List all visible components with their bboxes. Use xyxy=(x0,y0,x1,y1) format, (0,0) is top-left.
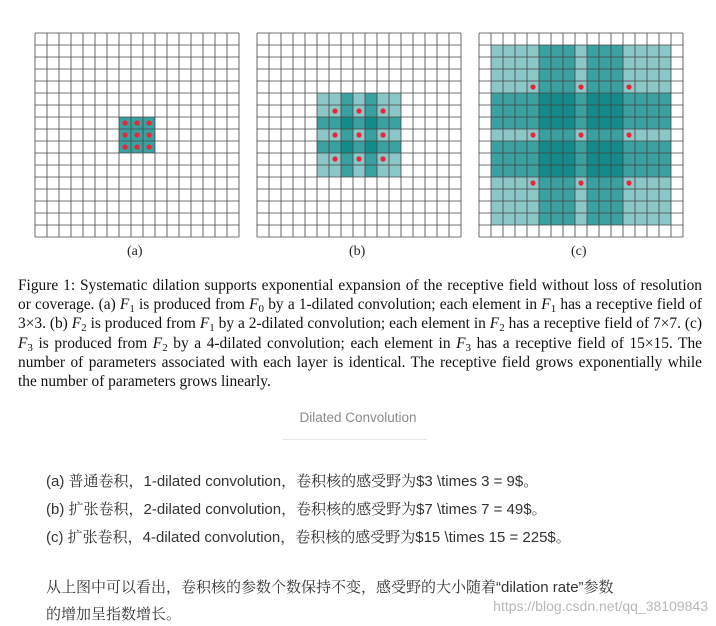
receptive-cell xyxy=(599,129,611,141)
receptive-cell xyxy=(341,153,353,165)
receptive-cell xyxy=(635,177,647,189)
receptive-cell xyxy=(353,93,365,105)
receptive-cell xyxy=(611,81,623,93)
receptive-cell xyxy=(503,177,515,189)
receptive-cell xyxy=(515,165,527,177)
receptive-cell xyxy=(587,141,599,153)
panel-label-c: (c) xyxy=(571,244,587,259)
receptive-cell xyxy=(599,153,611,165)
receptive-cell xyxy=(659,189,671,201)
receptive-cell xyxy=(623,213,635,225)
receptive-cell xyxy=(551,201,563,213)
receptive-cell xyxy=(515,81,527,93)
receptive-cell xyxy=(623,153,635,165)
receptive-cell xyxy=(365,117,377,129)
receptive-cell xyxy=(353,165,365,177)
receptive-cell xyxy=(611,141,623,153)
kernel-point xyxy=(146,120,151,125)
receptive-cell xyxy=(503,141,515,153)
receptive-cell xyxy=(623,57,635,69)
receptive-cell xyxy=(647,213,659,225)
receptive-cell xyxy=(389,165,401,177)
panel-label-a: (a) xyxy=(127,244,143,259)
receptive-cell xyxy=(551,165,563,177)
receptive-cell xyxy=(515,189,527,201)
kernel-point xyxy=(578,84,583,89)
receptive-cell xyxy=(599,105,611,117)
receptive-cell xyxy=(563,213,575,225)
receptive-cell xyxy=(341,93,353,105)
receptive-cell xyxy=(563,153,575,165)
receptive-cell xyxy=(539,189,551,201)
receptive-cell xyxy=(563,201,575,213)
receptive-cell xyxy=(623,201,635,213)
receptive-cell xyxy=(635,117,647,129)
kernel-point xyxy=(122,120,127,125)
receptive-cell xyxy=(659,69,671,81)
receptive-cell xyxy=(587,117,599,129)
receptive-cell xyxy=(623,141,635,153)
receptive-cell xyxy=(563,141,575,153)
receptive-cell xyxy=(563,45,575,57)
receptive-cell xyxy=(491,165,503,177)
receptive-cell xyxy=(503,201,515,213)
title-divider xyxy=(283,439,427,440)
receptive-cell xyxy=(599,69,611,81)
receptive-cell xyxy=(575,165,587,177)
kernel-point xyxy=(578,180,583,185)
receptive-cell xyxy=(563,117,575,129)
kernel-point xyxy=(380,132,385,137)
receptive-cell xyxy=(317,153,329,165)
receptive-cell xyxy=(587,213,599,225)
receptive-cell xyxy=(539,81,551,93)
figure-caption: Figure 1: Systematic dilation supports exponential expansion of the receptive field without loss of resolution or coverage. (a) $F_1$ is produced from $F_0$ by a 1-dilated convolution; each element in $F_1$ has a receptive field of 3×3. (b) $F_2$ is produced from $F_1$ by a 2-dilated convolution; each element in $F_2$ has a receptive field of 7×7. (c) $F_3$ is produced from $F_2$ by a 4-dilated convolution; each element in $F_3$ has a receptive field of 15×15. The number of parameters associated with each layer is identical. The receptive field grows exponentially while the number of parameters grows linearly. xyxy=(18,277,703,391)
receptive-cell xyxy=(377,117,389,129)
kernel-point xyxy=(122,144,127,149)
receptive-cell xyxy=(491,105,503,117)
kernel-point xyxy=(356,156,361,161)
receptive-cell xyxy=(635,165,647,177)
receptive-cell xyxy=(575,189,587,201)
image-title: Dilated Convolution xyxy=(299,410,417,425)
kernel-point xyxy=(356,108,361,113)
receptive-cell xyxy=(491,201,503,213)
receptive-cell xyxy=(539,213,551,225)
receptive-cell xyxy=(659,105,671,117)
receptive-cell xyxy=(575,45,587,57)
receptive-cell xyxy=(635,213,647,225)
receptive-cell xyxy=(575,93,587,105)
kernel-point xyxy=(332,108,337,113)
kernel-point xyxy=(134,132,139,137)
note-c: (c) 扩张卷积，4-dilated convolution，卷积核的感受野为$15 \times 15 = 225$。 xyxy=(46,529,571,546)
receptive-cell xyxy=(635,81,647,93)
receptive-cell xyxy=(623,165,635,177)
receptive-cell xyxy=(659,117,671,129)
receptive-cell xyxy=(575,141,587,153)
receptive-cell xyxy=(563,57,575,69)
receptive-cell xyxy=(623,189,635,201)
receptive-cell xyxy=(551,45,563,57)
receptive-cell xyxy=(635,69,647,81)
receptive-cell xyxy=(491,129,503,141)
receptive-cell xyxy=(611,165,623,177)
receptive-cell xyxy=(635,45,647,57)
receptive-cell xyxy=(515,177,527,189)
kernel-point xyxy=(332,132,337,137)
receptive-cell xyxy=(353,141,365,153)
receptive-cell xyxy=(623,117,635,129)
receptive-cell xyxy=(647,141,659,153)
receptive-cell xyxy=(515,201,527,213)
receptive-cell xyxy=(611,45,623,57)
receptive-cell xyxy=(491,153,503,165)
kernel-point xyxy=(380,108,385,113)
dilation-grids xyxy=(0,0,716,270)
receptive-cell xyxy=(635,141,647,153)
receptive-cell xyxy=(659,141,671,153)
receptive-cell xyxy=(659,93,671,105)
receptive-cell xyxy=(365,105,377,117)
receptive-cell xyxy=(341,129,353,141)
receptive-cell xyxy=(389,153,401,165)
receptive-cell xyxy=(365,141,377,153)
receptive-cell xyxy=(539,57,551,69)
receptive-cell xyxy=(599,141,611,153)
receptive-cell xyxy=(551,57,563,69)
kernel-point xyxy=(626,132,631,137)
receptive-cell xyxy=(563,69,575,81)
receptive-cell xyxy=(611,117,623,129)
receptive-cell xyxy=(611,177,623,189)
receptive-cell xyxy=(551,81,563,93)
receptive-cell xyxy=(647,45,659,57)
receptive-cell xyxy=(329,165,341,177)
receptive-cell xyxy=(551,189,563,201)
receptive-cell xyxy=(317,117,329,129)
kernel-point xyxy=(626,180,631,185)
receptive-cell xyxy=(635,93,647,105)
receptive-cell xyxy=(527,105,539,117)
kernel-point xyxy=(530,180,535,185)
receptive-cell xyxy=(491,213,503,225)
receptive-cell xyxy=(587,57,599,69)
receptive-cell xyxy=(539,153,551,165)
receptive-cell xyxy=(611,69,623,81)
receptive-cell xyxy=(389,129,401,141)
receptive-cell xyxy=(611,201,623,213)
receptive-cell xyxy=(539,105,551,117)
receptive-cell xyxy=(587,81,599,93)
receptive-cell xyxy=(647,177,659,189)
receptive-cell xyxy=(611,129,623,141)
receptive-cell xyxy=(599,213,611,225)
receptive-cell xyxy=(659,165,671,177)
receptive-cell xyxy=(527,117,539,129)
receptive-cell xyxy=(599,189,611,201)
receptive-cell xyxy=(587,177,599,189)
receptive-cell xyxy=(563,81,575,93)
receptive-cell xyxy=(515,45,527,57)
receptive-cell xyxy=(341,105,353,117)
receptive-cell xyxy=(575,213,587,225)
receptive-cell xyxy=(635,57,647,69)
receptive-cell xyxy=(647,117,659,129)
note-b: (b) 扩张卷积，2-dilated convolution，卷积核的感受野为$7 \times 7 = 49$。 xyxy=(46,501,547,518)
summary-line-2: 的增加呈指数增长。 xyxy=(46,606,182,623)
receptive-cell xyxy=(575,153,587,165)
receptive-cell xyxy=(317,105,329,117)
receptive-cell xyxy=(527,165,539,177)
receptive-cell xyxy=(353,117,365,129)
receptive-cell xyxy=(515,69,527,81)
receptive-cell xyxy=(491,81,503,93)
receptive-cell xyxy=(611,93,623,105)
receptive-cell xyxy=(539,201,551,213)
receptive-cell xyxy=(527,201,539,213)
figure xyxy=(0,0,716,270)
receptive-cell xyxy=(491,141,503,153)
receptive-cell xyxy=(647,153,659,165)
receptive-cell xyxy=(587,105,599,117)
receptive-cell xyxy=(599,57,611,69)
receptive-cell xyxy=(491,117,503,129)
receptive-cell xyxy=(563,105,575,117)
receptive-cell xyxy=(515,117,527,129)
receptive-cell xyxy=(647,69,659,81)
kernel-point xyxy=(578,132,583,137)
receptive-cell xyxy=(647,57,659,69)
receptive-cell xyxy=(647,189,659,201)
receptive-cell xyxy=(515,93,527,105)
receptive-cell xyxy=(389,93,401,105)
receptive-cell xyxy=(539,141,551,153)
receptive-cell xyxy=(551,93,563,105)
receptive-cell xyxy=(647,93,659,105)
receptive-cell xyxy=(551,105,563,117)
receptive-cell xyxy=(329,117,341,129)
receptive-cell xyxy=(587,153,599,165)
receptive-cell xyxy=(503,117,515,129)
receptive-cell xyxy=(503,153,515,165)
receptive-cell xyxy=(491,189,503,201)
receptive-cell xyxy=(587,189,599,201)
receptive-cell xyxy=(491,69,503,81)
receptive-cell xyxy=(539,45,551,57)
receptive-cell xyxy=(503,165,515,177)
receptive-cell xyxy=(635,129,647,141)
receptive-cell xyxy=(611,153,623,165)
receptive-cell xyxy=(341,117,353,129)
receptive-cell xyxy=(659,177,671,189)
receptive-cell xyxy=(341,141,353,153)
receptive-cell xyxy=(503,105,515,117)
summary-line-1: 从上图中可以看出，卷积核的参数个数保持不变，感受野的大小随着“dilation rate”参数 xyxy=(46,579,614,596)
receptive-cell xyxy=(527,69,539,81)
receptive-cell xyxy=(599,165,611,177)
receptive-cell xyxy=(503,81,515,93)
receptive-cell xyxy=(365,93,377,105)
receptive-cell xyxy=(635,201,647,213)
receptive-cell xyxy=(377,141,389,153)
kernel-point xyxy=(134,120,139,125)
receptive-cell xyxy=(659,129,671,141)
receptive-cell xyxy=(329,141,341,153)
receptive-cell xyxy=(647,81,659,93)
panel-label-b: (b) xyxy=(349,244,366,259)
receptive-cell xyxy=(551,177,563,189)
receptive-cell xyxy=(599,117,611,129)
receptive-cell xyxy=(587,93,599,105)
receptive-cell xyxy=(575,69,587,81)
receptive-cell xyxy=(587,129,599,141)
receptive-cell xyxy=(539,165,551,177)
receptive-cell xyxy=(599,177,611,189)
receptive-cell xyxy=(647,201,659,213)
receptive-cell xyxy=(587,69,599,81)
kernel-point xyxy=(332,156,337,161)
receptive-cell xyxy=(623,69,635,81)
receptive-cell xyxy=(623,93,635,105)
receptive-cell xyxy=(599,93,611,105)
receptive-cell xyxy=(377,93,389,105)
receptive-cell xyxy=(389,105,401,117)
receptive-cell xyxy=(515,57,527,69)
receptive-cell xyxy=(329,93,341,105)
receptive-cell xyxy=(611,105,623,117)
receptive-cell xyxy=(635,153,647,165)
receptive-cell xyxy=(551,141,563,153)
receptive-cell xyxy=(563,165,575,177)
receptive-cell xyxy=(599,45,611,57)
receptive-cell xyxy=(539,117,551,129)
kernel-point xyxy=(356,132,361,137)
receptive-cell xyxy=(539,93,551,105)
receptive-cell xyxy=(575,201,587,213)
receptive-cell xyxy=(659,45,671,57)
receptive-cell xyxy=(659,57,671,69)
kernel-point xyxy=(380,156,385,161)
receptive-cell xyxy=(503,45,515,57)
receptive-cell xyxy=(317,165,329,177)
receptive-cell xyxy=(317,93,329,105)
kernel-point xyxy=(146,132,151,137)
receptive-cell xyxy=(527,57,539,69)
receptive-cell xyxy=(587,165,599,177)
kernel-point xyxy=(122,132,127,137)
receptive-cell xyxy=(491,57,503,69)
receptive-cell xyxy=(503,69,515,81)
receptive-cell xyxy=(515,105,527,117)
receptive-cell xyxy=(551,153,563,165)
receptive-cell xyxy=(377,165,389,177)
receptive-cell xyxy=(527,45,539,57)
receptive-cell xyxy=(563,93,575,105)
receptive-cell xyxy=(623,105,635,117)
receptive-cell xyxy=(647,129,659,141)
receptive-cell xyxy=(317,129,329,141)
receptive-cell xyxy=(503,129,515,141)
receptive-cell xyxy=(365,153,377,165)
receptive-cell xyxy=(503,57,515,69)
receptive-cell xyxy=(389,141,401,153)
receptive-cell xyxy=(563,177,575,189)
receptive-cell xyxy=(317,141,329,153)
receptive-cell xyxy=(527,93,539,105)
receptive-cell xyxy=(647,105,659,117)
kernel-point xyxy=(530,84,535,89)
receptive-cell xyxy=(647,165,659,177)
receptive-cell xyxy=(611,57,623,69)
receptive-cell xyxy=(659,81,671,93)
receptive-cell xyxy=(341,165,353,177)
receptive-cell xyxy=(365,165,377,177)
kernel-point xyxy=(626,84,631,89)
receptive-cell xyxy=(491,45,503,57)
receptive-cell xyxy=(551,129,563,141)
receptive-cell xyxy=(551,117,563,129)
receptive-cell xyxy=(503,189,515,201)
kernel-point xyxy=(134,144,139,149)
receptive-cell xyxy=(515,213,527,225)
receptive-cell xyxy=(527,141,539,153)
receptive-cell xyxy=(659,213,671,225)
receptive-cell xyxy=(503,213,515,225)
receptive-cell xyxy=(575,117,587,129)
receptive-cell xyxy=(659,201,671,213)
receptive-cell xyxy=(599,201,611,213)
receptive-cell xyxy=(539,177,551,189)
kernel-point xyxy=(146,144,151,149)
receptive-cell xyxy=(527,213,539,225)
receptive-cell xyxy=(515,153,527,165)
receptive-cell xyxy=(659,153,671,165)
receptive-cell xyxy=(491,93,503,105)
receptive-cell xyxy=(551,69,563,81)
receptive-cell xyxy=(635,105,647,117)
receptive-cell xyxy=(635,189,647,201)
receptive-cell xyxy=(365,129,377,141)
watermark: https://blog.csdn.net/qq_38109843 xyxy=(493,598,708,614)
receptive-cell xyxy=(527,189,539,201)
receptive-cell xyxy=(623,45,635,57)
receptive-cell xyxy=(539,129,551,141)
receptive-cell xyxy=(563,189,575,201)
receptive-cell xyxy=(599,81,611,93)
receptive-cell xyxy=(515,129,527,141)
receptive-cell xyxy=(587,45,599,57)
note-a: (a) 普通卷积，1-dilated convolution，卷积核的感受野为$3 \times 3 = 9$。 xyxy=(46,473,539,490)
receptive-cell xyxy=(491,177,503,189)
receptive-cell xyxy=(611,213,623,225)
kernel-point xyxy=(530,132,535,137)
receptive-cell xyxy=(539,69,551,81)
receptive-cell xyxy=(389,117,401,129)
receptive-cell xyxy=(575,105,587,117)
receptive-cell xyxy=(587,201,599,213)
receptive-cell xyxy=(611,189,623,201)
receptive-cell xyxy=(527,153,539,165)
receptive-cell xyxy=(515,141,527,153)
receptive-cell xyxy=(575,57,587,69)
receptive-cell xyxy=(503,93,515,105)
receptive-cell xyxy=(563,129,575,141)
receptive-cell xyxy=(551,213,563,225)
